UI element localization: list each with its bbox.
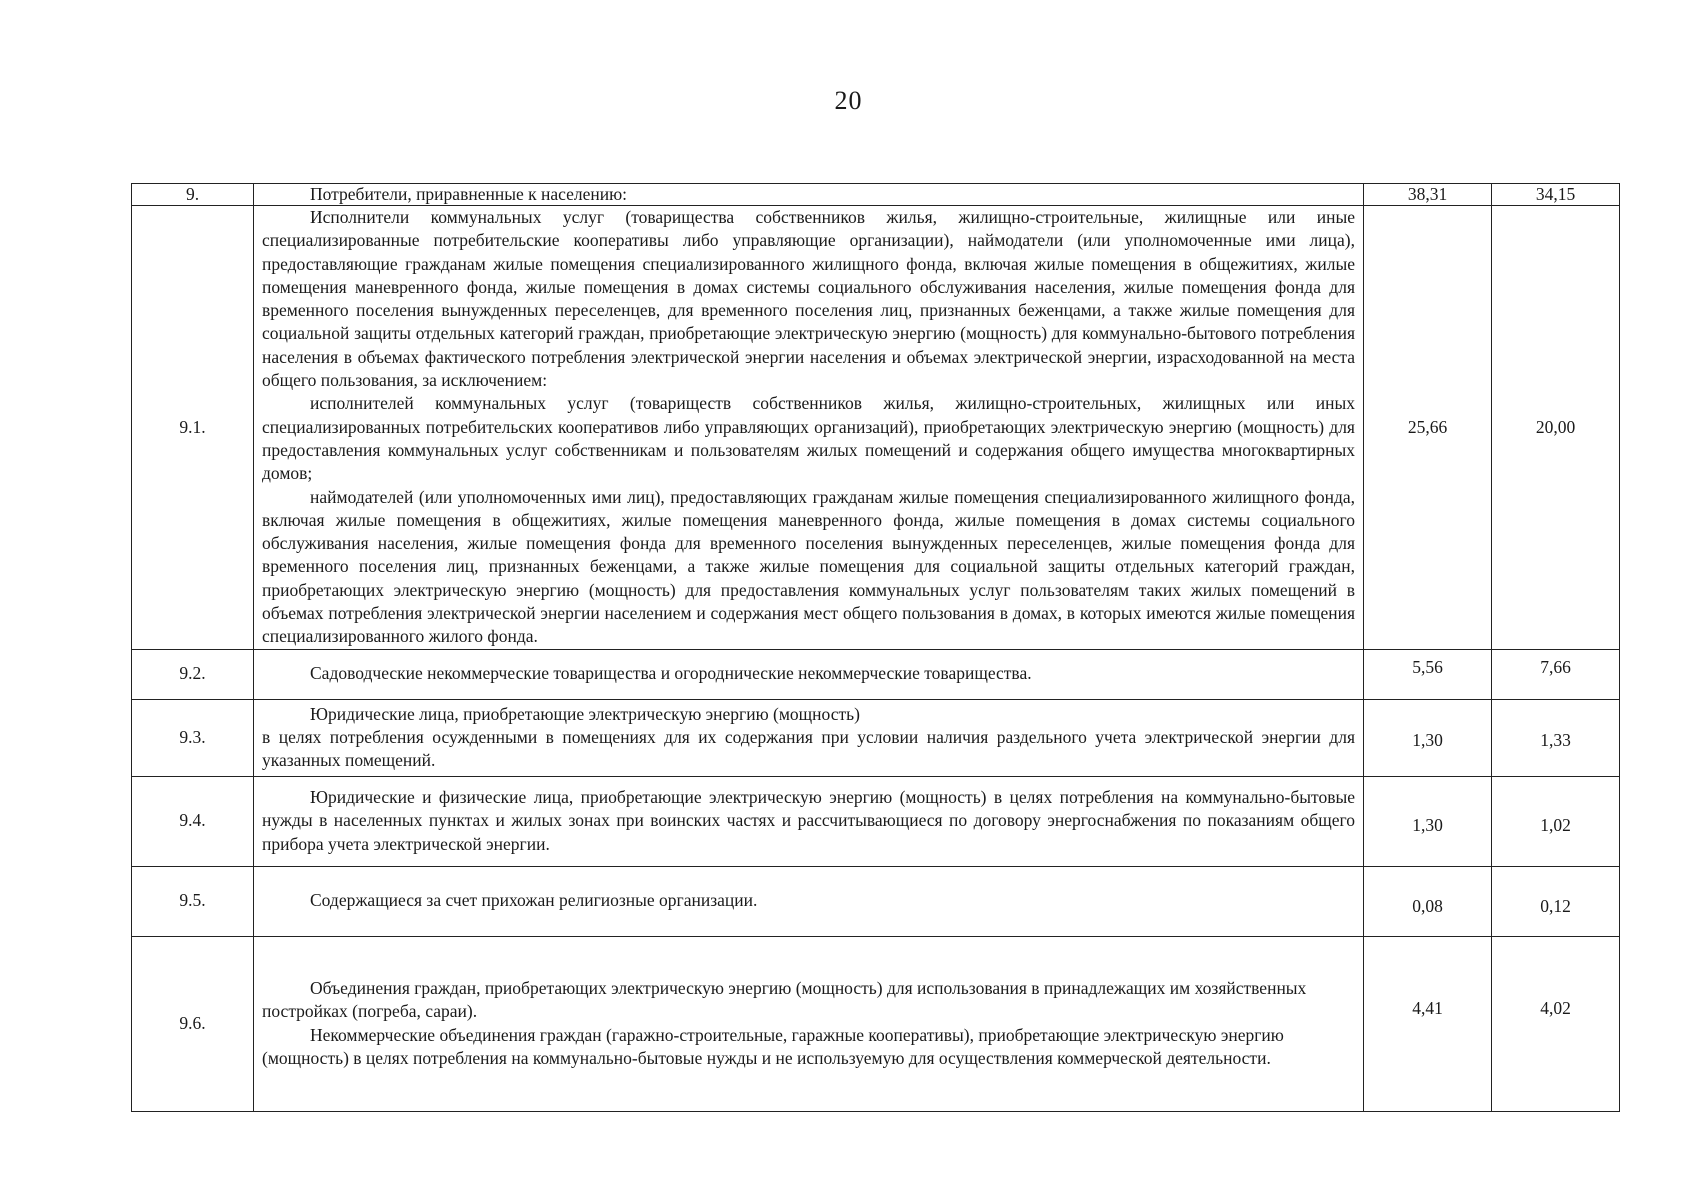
row-number: 9.2. bbox=[132, 649, 254, 699]
value-column-1: 25,66 bbox=[1364, 206, 1492, 650]
row-description bbox=[254, 866, 1364, 936]
description-paragraph: Юридические лица, приобретающие электрическую энергию (мощность) bbox=[310, 703, 860, 724]
description-paragraph: наймодателей (или уполномоченных ими лиц), предоставляющих гражданам жилые помещения специализированного жилищного фонда, включая жилые помещения в общежитиях, жилые помещения маневренного фонда, жилые помещения в домах системы социального обслуживания населения, жилые помещения фонда для временного поселения вынужденных переселенцев, жилые помещения фонда для временного поселения лиц, признанных беженцами, а также жилые помещения для социальной защиты отдельных категорий граждан, приобретающих электрическую энергию (мощность) для предоставления коммунальных услуг пользователям таких жилых помещений в объемах потребления электрической энергии населением и содержания мест общего пользования в домах, в которых имеются жилые помещения специализированного жилого фонда. bbox=[262, 486, 1355, 647]
table-row bbox=[132, 699, 1620, 776]
description-paragraph: Юридические и физические лица, приобретающие электрическую энергию (мощность) в целях потребления на коммунально-бытовые нужды в населенных пунктах и жилых зонах при воинских частях и рассчитывающиеся по договору энергоснабжения по показаниям общего прибора учета электрической энергии. bbox=[262, 787, 1355, 854]
row-number: 9.5. bbox=[132, 866, 254, 936]
value-column-1: 5,56 bbox=[1364, 649, 1492, 699]
value-column-1: 0,08 bbox=[1364, 866, 1492, 936]
value-column-1: 38,31 bbox=[1364, 184, 1492, 206]
value-column-2: 20,00 bbox=[1492, 206, 1620, 650]
description-paragraph: Содержащиеся за счет прихожан религиозные организации. bbox=[310, 890, 758, 911]
description-paragraph: исполнителей коммунальных услуг (товариществ собственников жилья, жилищно-строительных, жилищных или иных специализированных потребительских кооперативов либо управляющих организаций), приобретающих электрическую энергию (мощность) для предоставления коммунальных услуг собственникам и пользователям жилых помещений и содержания общего имущества многоквартирных домов; bbox=[262, 393, 1355, 484]
table-row bbox=[132, 184, 1620, 206]
description-paragraph: Исполнители коммунальных услуг (товарищества собственников жилья, жилищно-строительные, жилищные или иные специализированные потребительские кооперативы либо управляющие организации), наймодатели (или уполномоченные ими лица), предоставляющие гражданам жилые помещения специализированного жилищного фонда, включая жилые помещения в общежитиях, жилые помещения маневренного фонда, жилые помещения в домах системы социального обслуживания населения, жилые помещения фонда для временного поселения вынужденных переселенцев, для временного поселения лиц, признанных беженцами, а также жилые помещения для социальной защиты отдельных категорий граждан, приобретающие электрическую энергию (мощность) для коммунально-бытового потребления населения в объемах фактического потребления электрической энергии населения и объемах электрической энергии, израсходованной на места общего пользования, за исключением: bbox=[262, 207, 1355, 391]
value-column-1: 1,30 bbox=[1364, 699, 1492, 776]
value-column-2: 34,15 bbox=[1492, 184, 1620, 206]
row-number: 9.1. bbox=[132, 206, 254, 650]
row-description bbox=[254, 184, 1364, 206]
row-description bbox=[254, 206, 1364, 650]
description-paragraph: Садоводческие некоммерческие товарищества и огороднические некоммерческие товарищества. bbox=[310, 663, 1032, 684]
row-description bbox=[254, 776, 1364, 866]
row-number: 9.3. bbox=[132, 699, 254, 776]
description-paragraph: Объединения граждан, приобретающих электрическую энергию (мощность) для использования в принадлежащих им хозяйственных постройках (погреба, сараи). bbox=[262, 978, 1307, 1022]
value-column-1: 1,30 bbox=[1364, 776, 1492, 866]
tariff-table bbox=[131, 183, 1620, 1112]
description-paragraph: Некоммерческие объединения граждан (гаражно-строительные, гаражные кооперативы), приобретающие электрическую энергию (мощность) в целях потребления на коммунально-бытовые нужды и не используемую для осуществления коммерческой деятельности. bbox=[262, 1024, 1284, 1068]
value-column-2: 4,02 bbox=[1492, 936, 1620, 1111]
value-column-2: 1,33 bbox=[1492, 699, 1620, 776]
value-column-1: 4,41 bbox=[1364, 936, 1492, 1111]
row-number: 9.6. bbox=[132, 936, 254, 1111]
row-number: 9. bbox=[132, 184, 254, 206]
value-column-2: 0,12 bbox=[1492, 866, 1620, 936]
table-row bbox=[132, 866, 1620, 936]
row-description bbox=[254, 649, 1364, 699]
table-row bbox=[132, 206, 1620, 650]
description-paragraph: Потребители, приравненные к населению: bbox=[310, 184, 628, 204]
table-row bbox=[132, 776, 1620, 866]
row-number: 9.4. bbox=[132, 776, 254, 866]
table-row bbox=[132, 649, 1620, 699]
value-column-2: 7,66 bbox=[1492, 649, 1620, 699]
row-description bbox=[254, 699, 1364, 776]
row-description bbox=[254, 936, 1364, 1111]
page-number: 20 bbox=[834, 86, 863, 115]
description-paragraph: в целях потребления осужденными в помещениях для их содержания при условии наличия раздельного учета электрической энергии для указанных помещений. bbox=[262, 726, 1355, 771]
table-row bbox=[132, 936, 1620, 1111]
value-column-2: 1,02 bbox=[1492, 776, 1620, 866]
